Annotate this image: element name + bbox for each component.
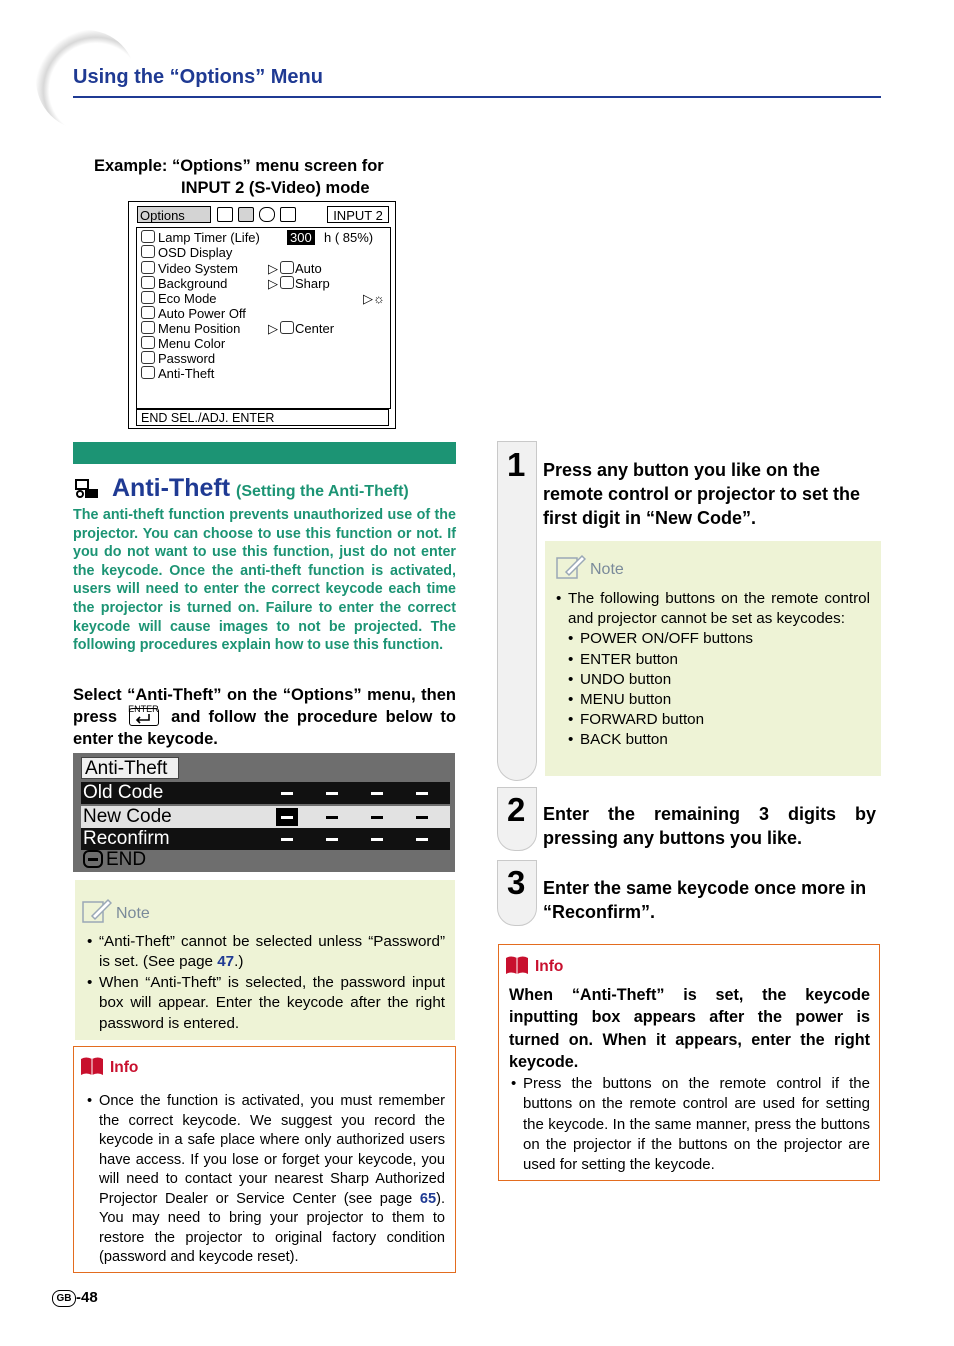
keycode-cursor [276, 808, 298, 826]
osd-item-list [136, 227, 391, 409]
osd-row-anti-theft: Anti-Theft [141, 366, 214, 381]
osd-row-auto-power-off: Auto Power Off [141, 306, 246, 321]
video-system-value: Auto [295, 261, 322, 276]
menu-color-icon [141, 336, 155, 349]
info-item: • Once the function is activated, you must remember the correct keycode. We suggest you record the keycode in a safe place where only authorized users have access. If you lose or forget your keycode, you will need to contact your nearest Sharp Authorized Projector Dealer or Service Center (see page 65). You may need to bring your projector to them to restore the projector to original factory condition (password and keycode reset). [87, 1092, 445, 1268]
note-item: • “Anti-Theft” cannot be selected unless “Password” is set. (See page 47.) [87, 932, 445, 973]
video-system-icon [141, 261, 155, 274]
sharp-logo-icon [280, 276, 294, 289]
osd-display-icon [141, 245, 155, 258]
note-intro: • The following buttons on the remote control and projector cannot be set as keycodes: [556, 589, 870, 629]
background-icon [141, 276, 155, 289]
auto-power-off-icon [141, 306, 155, 319]
step-1-text: Press any button you like on the remote control or projector to set the first digit in “New Code”. [543, 460, 861, 528]
eco-icon [141, 291, 155, 304]
step-1-strip [497, 441, 537, 781]
language-menu-icon [259, 207, 275, 222]
info-list-left [87, 1092, 445, 1268]
status-menu-icon [280, 207, 296, 222]
step-3-text: Enter the same keycode once more in “Reconfirm”. [543, 878, 867, 922]
example-caption [94, 155, 434, 199]
lamp-hours-value: 300 [287, 230, 315, 245]
select-instruction: Select “Anti-Theft” on the “Options” menu, then press ENTER and follow the procedure below to enter the keycode. [73, 686, 456, 748]
step-2-text: Enter the remaining 3 digits by pressing any buttons you like. [543, 804, 876, 848]
info-item: • Press the buttons on the remote control if the buttons on the remote control are used for setting the keycode. In the same manner, press the buttons on the projector if the buttons on the projector are used for setting the keycode. [511, 1074, 870, 1175]
osd-row-background: Background ▷ Sharp [141, 276, 227, 291]
step-3-number: 3 [507, 864, 526, 901]
center-icon [280, 321, 294, 334]
example-caption-line2: INPUT 2 (S-Video) mode [181, 179, 370, 197]
book-icon [505, 955, 529, 975]
end-icon [83, 850, 103, 868]
section-title: Anti-Theft (Setting the Anti-Theft) [112, 474, 409, 502]
pencil-icon [82, 898, 112, 924]
note-list-right [556, 589, 870, 751]
keycode-panel-tab: Anti-Theft [81, 757, 179, 779]
region-badge: GB [52, 1290, 76, 1307]
note-heading-right: Note [556, 554, 624, 580]
osd-row-eco-mode: Eco Mode ▷☼ [141, 291, 217, 306]
note-sublist [556, 629, 870, 750]
osd-options-tab: Options [137, 206, 211, 223]
step-2-number: 2 [507, 791, 526, 828]
osd-row-password: Password [141, 351, 215, 366]
osd-footer-hint: END SEL./ADJ. ENTER [136, 409, 389, 426]
keycode-end-hint: END [83, 849, 146, 871]
page-footer [52, 1289, 98, 1307]
osd-row-video-system: Video System ▷ Auto [141, 261, 238, 276]
menu-position-value: Center [295, 321, 335, 336]
keycode-input-panel [73, 753, 455, 872]
page-header-title: Using the “Options” Menu [73, 66, 323, 88]
section-intro: The anti-theft function prevents unauthorized use of the projector. You can choose to use this function or not. If you do not want to use this function, just do not enter the keycode. Once the anti-theft function is activated, users will need to enter the correct keycode each time the projector is turned on. Failure to enter the correct keycode will cause images to not be projected. The following procedures explain how to use this function. [73, 507, 456, 654]
anti-theft-icon [141, 366, 155, 379]
background-value: Sharp [295, 276, 330, 291]
osd-row-menu-position: Menu Position ▷ Center [141, 321, 240, 336]
enter-button-icon: ENTER [129, 708, 159, 726]
note-subitem: • POWER ON/OFF buttons [568, 629, 870, 649]
auto-icon [280, 261, 294, 274]
section-bar [73, 442, 456, 464]
note-heading-left: Note [82, 898, 150, 924]
lamp-icon [141, 230, 155, 243]
options-menu-icon [238, 207, 254, 222]
reconfirm-row[interactable]: Reconfirm [81, 828, 450, 850]
options-menu-screen [128, 201, 396, 429]
note-subitem: • BACK button [568, 730, 870, 750]
osd-row-osd-display: OSD Display [141, 245, 232, 260]
info-heading-left: Info [80, 1056, 138, 1077]
osd-input-indicator: INPUT 2 [327, 206, 389, 223]
osd-row-menu-color: Menu Color [141, 336, 225, 351]
anti-theft-icon [74, 478, 100, 500]
note-subitem: • UNDO button [568, 670, 870, 690]
example-caption-line1: Example: “Options” menu screen for [94, 157, 384, 175]
picture-menu-icon [217, 207, 233, 222]
book-icon [80, 1056, 104, 1076]
osd-row-lamp-timer: Lamp Timer (Life) 300 h ( 85%) [141, 230, 260, 245]
note-subitem: • FORWARD button [568, 710, 870, 730]
info-heading-right: Info [505, 955, 563, 976]
info-list-right [511, 1074, 870, 1175]
note-list-left [87, 932, 445, 1034]
note-subitem: • ENTER button [568, 650, 870, 670]
new-code-row[interactable]: New Code [81, 806, 450, 828]
info-bold-text-right: When “Anti-Theft” is set, the keycode inputting box appears after the power is turned on. When it appears, enter the right keycode. [509, 986, 870, 1072]
note-subitem: • MENU button [568, 690, 870, 710]
note-item: • When “Anti-Theft” is selected, the password input box will appear. Enter the keycode after the right password is entered. [87, 973, 445, 1034]
lamp-life-value: h ( 85%) [324, 230, 374, 245]
old-code-row[interactable]: Old Code [81, 782, 450, 804]
header-rule [73, 96, 881, 98]
page-number: -48 [76, 1289, 98, 1306]
key-icon [141, 351, 155, 364]
section-subtitle: (Setting the Anti-Theft) [236, 483, 409, 500]
pencil-icon [556, 554, 586, 580]
menu-position-icon [141, 321, 155, 334]
step-1-number: 1 [507, 446, 526, 483]
